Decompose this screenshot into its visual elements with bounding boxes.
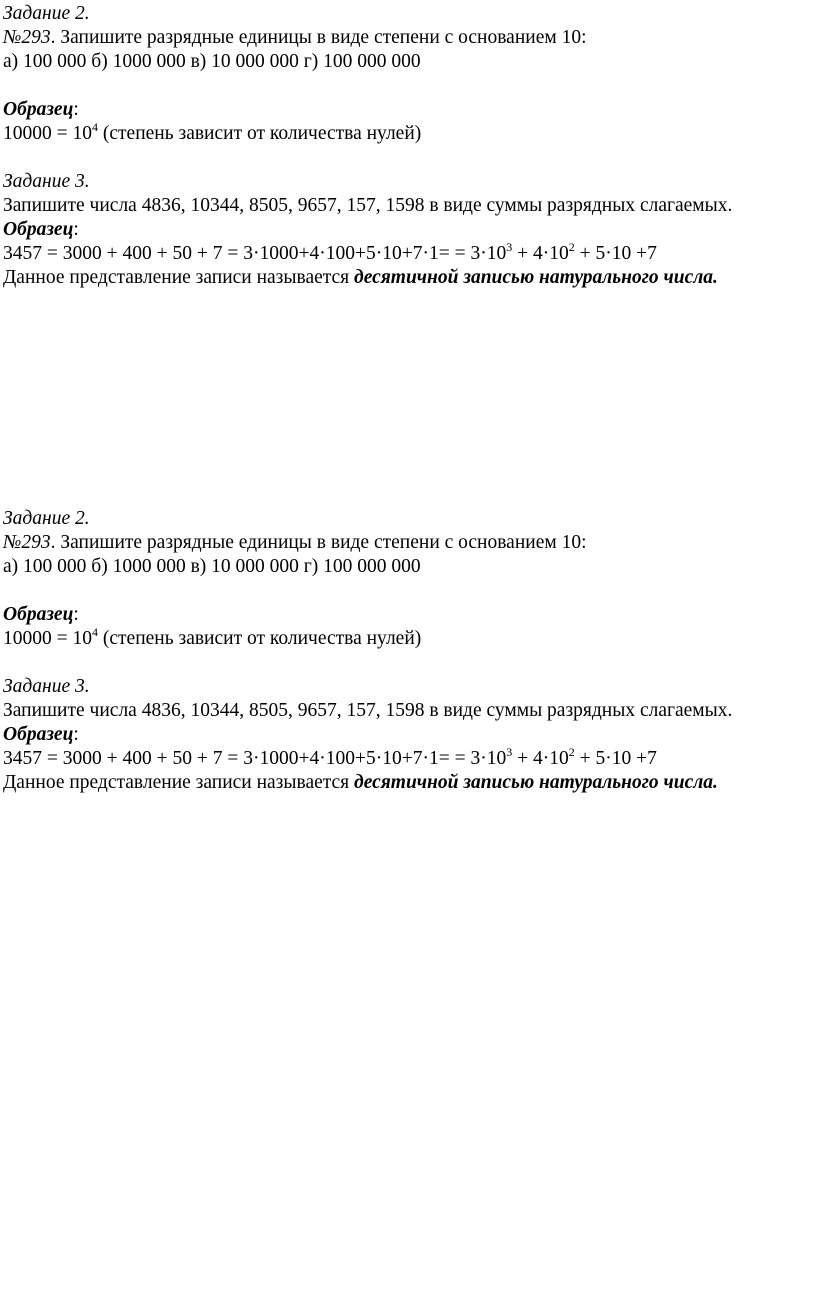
task3-instruction: Запишите числа 4836, 10344, 8505, 9657, 157, 1598 в виде суммы разрядных слагаемых. (3, 700, 733, 721)
problem-number: №293 (3, 27, 51, 48)
task2-heading: Задание 2. (3, 3, 90, 24)
sample-colon: : (73, 219, 79, 240)
task3-heading: Задание 3. (3, 171, 90, 192)
sample-exponent: 4 (92, 624, 98, 639)
blank-line (3, 579, 813, 603)
conclusion-term: десятичной записью натурального числа. (354, 772, 718, 793)
conclusion-text: Данное представление записи называется (3, 772, 355, 793)
sample-label: Образец (3, 219, 74, 240)
sample-note: (степень зависит от количества нулей) (98, 628, 422, 649)
sample-colon: : (73, 724, 79, 745)
equation-part: 3457 = 3000 + 400 + 50 + 7 = 3·1000+4·100+5·10+7·1= = 3·10 (3, 243, 507, 264)
problem-text: . Запишите разрядные единицы в виде степени с основанием 10: (50, 532, 587, 553)
task2-problem (3, 531, 813, 555)
equation-exponent: 3 (506, 744, 513, 759)
sample-label: Образец (3, 724, 74, 745)
problem-number: №293 (3, 532, 51, 553)
task2-sample-label (3, 98, 813, 122)
sample-colon: : (73, 99, 79, 120)
task3-instruction: Запишите числа 4836, 10344, 8505, 9657, 157, 1598 в виде суммы разрядных слагаемых. (3, 195, 733, 216)
task3-conclusion (3, 771, 813, 795)
worksheet-copy-2 (3, 507, 813, 795)
problem-text: . Запишите разрядные единицы в виде степени с основанием 10: (50, 27, 587, 48)
conclusion-term: десятичной записью натурального числа. (354, 267, 718, 288)
task2-sample (3, 624, 813, 651)
sample-label: Образец (3, 604, 74, 625)
task2-options: а) 100 000 б) 1000 000 в) 10 000 000 г) 100 000 000 (3, 556, 421, 577)
task3-conclusion (3, 266, 813, 290)
equation-exponent: 3 (506, 239, 513, 254)
task3-heading: Задание 3. (3, 676, 90, 697)
sample-note: (степень зависит от количества нулей) (98, 123, 422, 144)
blank-line (3, 74, 813, 98)
task2-sample (3, 119, 813, 146)
sample-exponent: 4 (92, 119, 98, 134)
equation-part: + 4·10 (512, 748, 569, 769)
task2-heading: Задание 2. (3, 508, 90, 529)
task3-equation (3, 744, 813, 771)
equation-exponent: 2 (568, 239, 575, 254)
equation-part: + 5·10 +7 (574, 243, 657, 264)
task2-problem (3, 26, 813, 50)
equation-part: 3457 = 3000 + 400 + 50 + 7 = 3·1000+4·100+5·10+7·1= = 3·10 (3, 748, 507, 769)
sample-base: 10000 = 10 (3, 123, 92, 144)
task2-sample-label (3, 603, 813, 627)
sample-base: 10000 = 10 (3, 628, 92, 649)
conclusion-text: Данное представление записи называется (3, 267, 355, 288)
task3-equation (3, 239, 813, 266)
equation-exponent: 2 (568, 744, 575, 759)
task3-sample-label (3, 218, 813, 242)
equation-part: + 5·10 +7 (574, 748, 657, 769)
worksheet-copy-1 (3, 2, 813, 290)
sample-label: Образец (3, 99, 74, 120)
blank-line (3, 146, 813, 170)
sample-colon: : (73, 604, 79, 625)
task2-options: а) 100 000 б) 1000 000 в) 10 000 000 г) 100 000 000 (3, 51, 421, 72)
task3-sample-label (3, 723, 813, 747)
blank-line (3, 651, 813, 675)
equation-part: + 4·10 (512, 243, 569, 264)
